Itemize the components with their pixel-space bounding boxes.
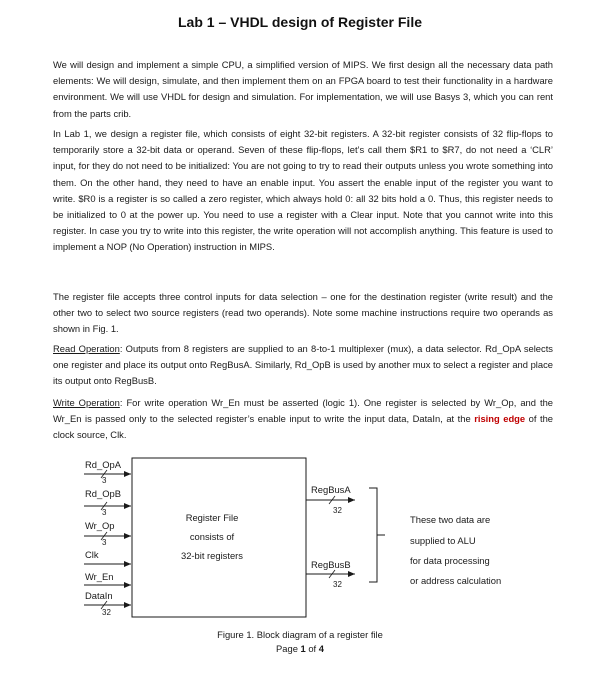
input-width-rd-opa: 3 xyxy=(102,476,107,485)
page-middle: of xyxy=(305,643,319,654)
input-width-datain: 32 xyxy=(102,608,111,617)
write-operation-heading: Write Operation xyxy=(53,397,120,408)
figure-caption: Figure 1. Block diagram of a register file xyxy=(217,629,383,640)
register-file-diagram xyxy=(0,450,600,625)
paragraph-write-operation xyxy=(53,395,553,444)
input-width-rd-opb: 3 xyxy=(102,508,107,517)
input-label-datain: DataIn xyxy=(85,590,113,601)
note-line-3: for data processing xyxy=(410,555,490,566)
block-label-line-1: Register File xyxy=(185,512,239,523)
input-label-rd-opa: Rd_OpA xyxy=(85,459,121,470)
input-wr-op xyxy=(84,520,131,547)
output-label-regbusb: RegBusB xyxy=(311,559,351,570)
input-clk xyxy=(84,549,131,564)
input-width-wr-op: 3 xyxy=(102,538,107,547)
note-line-4: or address calculation xyxy=(410,575,502,586)
input-label-clk: Clk xyxy=(85,549,99,560)
note-line-2: supplied to ALU xyxy=(410,535,476,546)
input-rd-opb xyxy=(84,488,131,517)
read-operation-text: : Outputs from 8 registers are supplied to an 8-to-1 multiplexer (mux), a data selector. Rd_OpA selects one register and place its output onto RegBusA. Similarly, Rd_OpB is used by another mux to select a register and place its output onto RegBusB. xyxy=(53,343,553,387)
page-current: 1 xyxy=(300,643,306,654)
input-rd-opa xyxy=(84,459,131,485)
input-label-wr-op: Wr_Op xyxy=(85,520,115,531)
output-width-regbusb: 32 xyxy=(333,580,342,589)
page-number xyxy=(0,643,600,654)
output-bracket xyxy=(369,488,385,582)
input-label-wr-en: Wr_En xyxy=(85,571,114,582)
output-width-regbusa: 32 xyxy=(333,506,342,515)
paragraph-read-operation xyxy=(53,341,553,390)
paragraph-register-file: In Lab 1, we design a register file, which consists of eight 32-bit registers. A 32-bit register consists of 32 flip-flops to temporarily store a 32-bit data or operand. Seven of these flip-flops, let’s call them $R1 to $R7, do not need a ‘CLR’ input, for they do not need to be initialized: You are not going to try to read their outputs unless you wrote something into them. On the other hand, they need to have an enable input. You assert the enable input of the register you want to write. $R0 is a register is so called a zero register, which always hold 0: all 32 bits hold a 0. Thus, this register needs to be initialized to 0 at the power up. You need to use a register with a Clear input. Note that you cannot write into this register. In case you try to write into this register, the write operation will not accomplish anything. This feature is used to implement a NOP (No Operation) instruction in MIPS. xyxy=(53,128,553,253)
input-label-rd-opb: Rd_OpB xyxy=(85,488,121,499)
page-total: 4 xyxy=(318,643,324,654)
input-wr-en xyxy=(84,571,131,585)
page-prefix: Page xyxy=(276,643,301,654)
paragraph-control-inputs: The register file accepts three control inputs for data selection – one for the destination register (write result) and the other two to select two source registers (read two operands). Note some machine instructions require two operands as shown in Fig. 1. xyxy=(53,291,553,335)
rising-edge-highlight: rising edge xyxy=(474,413,526,425)
input-datain xyxy=(84,590,131,617)
output-label-regbusa: RegBusA xyxy=(311,484,351,495)
write-operation-text-a: : For write operation Wr_En must be asserted (logic 1). One register is selected by Wr_Op, and the Wr_En is passed only to the selected register’s enable input to write the input data, DataIn, at the xyxy=(53,397,553,425)
write-operation-text-b: of the clock source, Clk. xyxy=(53,413,553,441)
block-label-line-2: consists of xyxy=(189,531,235,542)
document-title: Lab 1 – VHDL design of Register File xyxy=(177,14,422,30)
note-line-1: These two data are xyxy=(410,514,491,525)
read-operation-heading: Read Operation xyxy=(53,343,120,354)
output-regbusa xyxy=(306,484,355,515)
paragraph-intro: We will design and implement a simple CPU, a simplified version of MIPS. We first design all the necessary data path elements: We will design, simulate, and then implement them on an FPGA board to test their functionality in a hardware environment. We will use VHDL for design and simulation. For implementation, we will use Basys 3, which you can rent from the parts crib. xyxy=(53,59,553,119)
block-label-line-3: 32-bit registers xyxy=(180,550,244,561)
output-regbusb xyxy=(306,559,355,589)
